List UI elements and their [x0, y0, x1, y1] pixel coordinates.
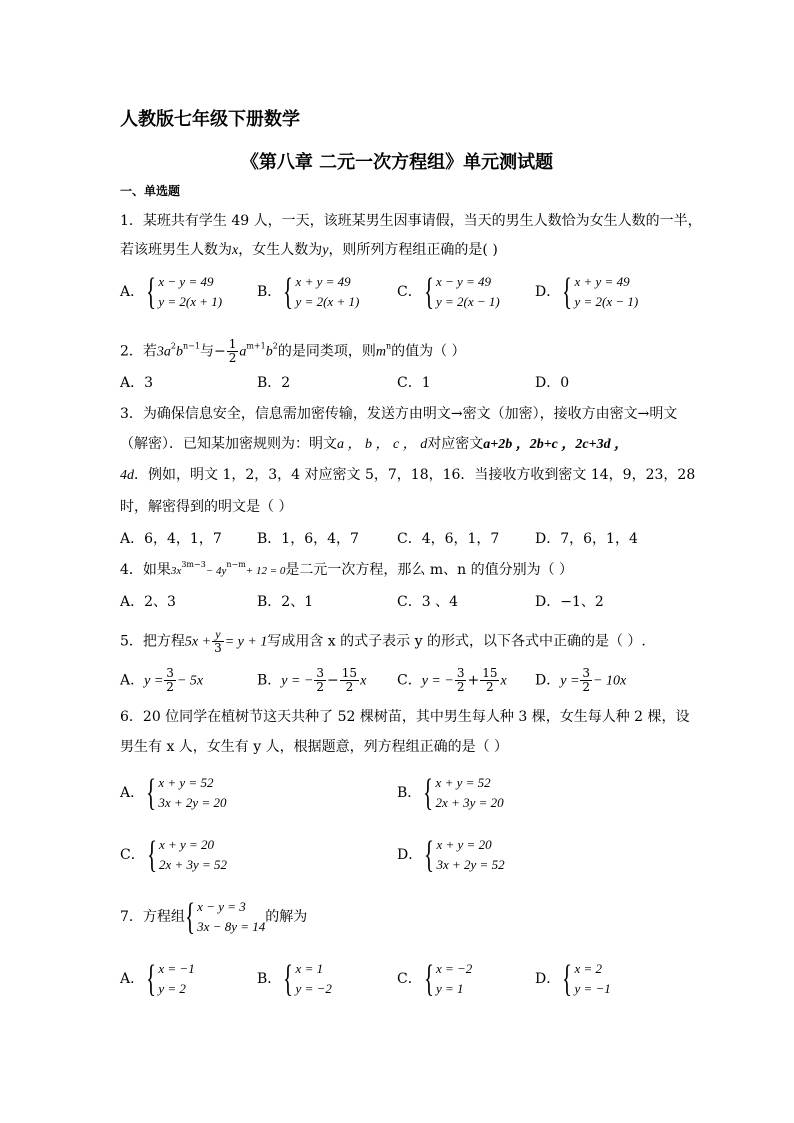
option-label: C． — [397, 672, 422, 689]
q3-text: ．例如，明文 1，2，3，4 对应密文 5，7，18，16．当接收方收到密文 14，9，23，28 — [134, 467, 696, 483]
math-term: m — [375, 344, 386, 360]
equation: 3x − 8y = 14 — [197, 919, 266, 934]
q7-option-c[interactable] — [397, 959, 472, 999]
q1-text: ，女生人数为 — [238, 242, 323, 258]
q3-stem-line1: 3．为确保信息安全，信息需加密传输，发送方由明文→密文（加密），接收方由密文→明文 — [120, 406, 678, 422]
q2-text: 与 — [199, 343, 214, 360]
denominator: 2 — [456, 680, 465, 694]
math-term: y = — [560, 673, 580, 689]
fraction — [227, 338, 239, 365]
equation: x = 1 — [295, 961, 324, 976]
minus-sign: − — [213, 343, 226, 360]
math-term: − 10x — [593, 673, 627, 689]
math-term: a+2b ，2b+c ，2c+3d ， — [483, 437, 629, 452]
numerator: 1 — [228, 337, 237, 351]
q2-text: 的值为（ ） — [391, 343, 466, 360]
q1-text: 若该班男生人数为 — [120, 242, 232, 258]
equation-system — [296, 272, 360, 312]
option-label: A． — [120, 672, 145, 689]
q1-var-x: x — [232, 243, 239, 258]
left-brace: { — [146, 271, 157, 313]
equation: x − y = 49 — [435, 274, 492, 289]
q6-stem-line2: 男生有 x 人，女生有 y 人，根据题意，列方程组正确的是（ ） — [120, 739, 509, 755]
q3-stem-line2 — [120, 435, 628, 454]
equation: 2x + 3y = 20 — [435, 795, 504, 810]
equation: y = −2 — [295, 981, 332, 996]
left-brace: { — [562, 958, 573, 1000]
math-term: = y + 1 — [224, 634, 268, 650]
option-label: D． — [535, 284, 561, 300]
left-brace: { — [184, 896, 195, 938]
fraction — [340, 667, 359, 694]
equation: y = 2(x − 1) — [435, 294, 500, 309]
left-brace: { — [283, 271, 294, 313]
option-label: B． — [397, 785, 422, 801]
fraction — [480, 667, 499, 694]
math-term: 4d — [120, 468, 134, 483]
exponent: n — [385, 341, 392, 351]
math-term: − 4y — [205, 565, 227, 577]
left-brace: { — [146, 958, 157, 1000]
option-label: C． — [397, 284, 422, 300]
equation-system — [436, 773, 504, 813]
fraction — [314, 667, 326, 694]
equation-system — [158, 773, 226, 813]
equation: x = −2 — [435, 961, 473, 976]
left-brace: { — [423, 958, 434, 1000]
q6-option-c[interactable] — [120, 835, 227, 875]
q7-text: 7．方程组 — [120, 909, 185, 925]
operator: + — [467, 672, 480, 689]
q3-option-d[interactable]: D．7，6，1，4 — [535, 531, 638, 547]
exponent: 2 — [170, 341, 177, 351]
q1-text: ，则所列方程组正确的是( ) — [328, 242, 498, 258]
equation-system — [158, 959, 194, 999]
math-term: + 12 = 0 — [245, 565, 286, 577]
denominator: 2 — [316, 680, 325, 694]
denominator: 2 — [166, 680, 174, 694]
math-term: x — [500, 673, 507, 689]
numerator: 3 — [582, 666, 591, 680]
equation-system — [197, 897, 265, 937]
q2-stem — [120, 338, 466, 365]
math-term: 3a — [156, 344, 171, 360]
equation-system — [296, 959, 332, 999]
numerator: 3 — [166, 666, 174, 680]
fraction — [164, 667, 176, 694]
option-label: A． — [120, 785, 145, 801]
q3-text: 对应密文 — [427, 436, 484, 452]
q5-option-c[interactable] — [397, 667, 507, 694]
math-term: x — [360, 673, 367, 689]
exponent: n−m — [226, 560, 246, 569]
denominator: 2 — [582, 680, 591, 694]
option-label: A． — [120, 284, 145, 300]
numerator: 3 — [456, 666, 465, 680]
q7-option-d[interactable] — [535, 959, 611, 999]
q5-stem — [120, 628, 646, 655]
equation: y = 2(x + 1) — [295, 294, 360, 309]
math-term: − 5x — [176, 673, 204, 689]
q3-option-b[interactable]: B．1，6，4，7 — [257, 531, 359, 547]
q6-option-b[interactable] — [397, 773, 504, 813]
equation: 2x + 3y = 52 — [158, 857, 228, 872]
math-term: 5x + — [184, 634, 212, 650]
equation: x + y = 49 — [295, 274, 351, 289]
option-label: C． — [120, 847, 145, 863]
exponent: 2 — [272, 341, 278, 351]
q5-text: 5．把方程 — [120, 633, 185, 650]
math-term: a — [239, 344, 247, 360]
equation: 3x + 2y = 52 — [436, 857, 505, 872]
q3-option-a[interactable]: A．6，4，1，7 — [120, 531, 222, 547]
q7-text: 的解为 — [265, 909, 308, 925]
equation-system — [436, 835, 504, 875]
exponent: n−1 — [183, 341, 200, 351]
equation: x − y = 49 — [158, 274, 214, 289]
equation: y = −1 — [574, 981, 611, 996]
equation: x − y = 3 — [197, 899, 246, 914]
q6-stem-line1: 6．20 位同学在植树节这天共种了 52 棵树苗，其中男生每人种 3 棵，女生每人种 2 棵，设 — [120, 709, 690, 725]
left-brace: { — [283, 958, 294, 1000]
option-label: C． — [397, 971, 422, 987]
q2-option-c[interactable]: C．1 — [397, 375, 431, 391]
math-term: b — [265, 344, 273, 360]
equation: y = 1 — [435, 981, 464, 996]
equation: x = −1 — [158, 961, 195, 976]
option-label: A． — [120, 971, 145, 987]
q5-option-b[interactable] — [257, 667, 366, 694]
fraction — [455, 667, 467, 694]
equation-system — [574, 959, 610, 999]
q7-stem — [120, 897, 307, 937]
q1-stem-line1: 1．某班共有学生 49 人，一天，该班某男生因事请假，当天的男生人数恰为女生人数的一半， — [120, 213, 702, 229]
q4-option-c[interactable]: C．3 、4 — [397, 594, 458, 610]
math-term: y = — [144, 673, 164, 689]
equation: 3x + 2y = 20 — [158, 795, 227, 810]
math-term: y = − — [421, 673, 454, 689]
denominator: 2 — [345, 680, 354, 694]
q4-option-b[interactable]: B．2、1 — [257, 594, 314, 610]
equation: x + y = 49 — [574, 274, 630, 289]
section-heading: 一、单选题 — [120, 184, 181, 198]
q7-option-b[interactable] — [257, 959, 332, 999]
exponent: m+1 — [246, 341, 266, 351]
equation: x = 2 — [574, 961, 603, 976]
numerator: 15 — [341, 666, 358, 680]
denominator: 3 — [214, 641, 222, 655]
document-title: 人教版七年级下册数学 — [120, 109, 300, 130]
q2-option-a[interactable]: A．3 — [120, 375, 154, 391]
q5-option-a[interactable] — [120, 667, 203, 694]
left-brace: { — [146, 772, 157, 814]
equation-system — [436, 272, 500, 312]
q1-var-y: y — [322, 243, 329, 258]
option-label: B． — [257, 971, 282, 987]
q3-option-c[interactable]: C．4，6，1，7 — [397, 531, 500, 547]
q2-text: 2．若 — [120, 343, 157, 360]
equation-system — [158, 272, 222, 312]
q1-option-a[interactable] — [120, 272, 222, 312]
equation-system — [436, 959, 472, 999]
equation: y = 2 — [158, 981, 186, 996]
equation: x + y = 52 — [435, 775, 491, 790]
option-label: B． — [257, 672, 282, 689]
operator: − — [327, 672, 339, 689]
left-brace: { — [423, 772, 434, 814]
option-label: B． — [257, 284, 282, 300]
denominator: 2 — [228, 351, 237, 365]
q3-stem-line3 — [120, 466, 695, 485]
q1-option-d[interactable] — [535, 272, 638, 312]
equation: y = 2(x + 1) — [158, 294, 223, 309]
math-term: y = − — [281, 673, 314, 689]
q2-text: 的是同类项，则 — [277, 343, 376, 360]
q4-text: 4．如果 — [120, 562, 171, 578]
math-term: b — [176, 344, 184, 360]
option-label: D． — [397, 847, 423, 863]
math-term: 3x — [170, 565, 182, 577]
q4-text: 是二元一次方程，那么 m、n 的值分别为（ ） — [285, 562, 574, 578]
equation: x + y = 20 — [436, 837, 492, 852]
equation: x + y = 20 — [158, 837, 215, 852]
left-brace: { — [562, 271, 573, 313]
left-brace: { — [423, 271, 434, 313]
q1-option-c[interactable] — [397, 272, 500, 312]
numerator: 15 — [482, 666, 498, 680]
equation-system — [159, 835, 227, 875]
q6-option-d[interactable] — [397, 835, 505, 875]
option-label: D． — [535, 971, 561, 987]
numerator: y — [212, 628, 224, 642]
q5-text: 写成用含 x 的式子表示 y 的形式，以下各式中正确的是（ ）. — [267, 633, 646, 650]
math-term: a ， b ， c ， d — [337, 437, 428, 452]
q4-option-d[interactable]: D．−1、2 — [535, 594, 604, 610]
q2-option-d[interactable]: D．0 — [535, 375, 570, 391]
fraction — [212, 628, 224, 655]
q7-option-a[interactable] — [120, 959, 195, 999]
q1-option-b[interactable] — [257, 272, 359, 312]
q4-option-a[interactable]: A．2、3 — [120, 594, 176, 610]
equation-system — [574, 272, 638, 312]
equation: x + y = 52 — [158, 775, 214, 790]
chapter-title: 《第八章 二元一次方程组》单元测试题 — [240, 152, 554, 173]
denominator: 2 — [486, 680, 494, 694]
option-label: D． — [535, 672, 561, 689]
q5-option-d[interactable] — [535, 667, 626, 694]
fraction — [580, 667, 592, 694]
numerator: 3 — [316, 666, 325, 680]
equation: y = 2(x − 1) — [574, 294, 639, 309]
q4-stem — [120, 561, 573, 580]
left-brace: { — [424, 834, 435, 876]
q3-text: （解密）．已知某加密规则为：明文 — [120, 436, 337, 452]
q3-stem-line4: 时，解密得到的明文是（ ） — [120, 499, 293, 515]
exponent: 3m−3 — [181, 560, 206, 569]
q1-stem-line2 — [120, 241, 498, 260]
q6-option-a[interactable] — [120, 773, 226, 813]
q2-option-b[interactable]: B．2 — [257, 375, 291, 391]
left-brace: { — [146, 834, 157, 876]
